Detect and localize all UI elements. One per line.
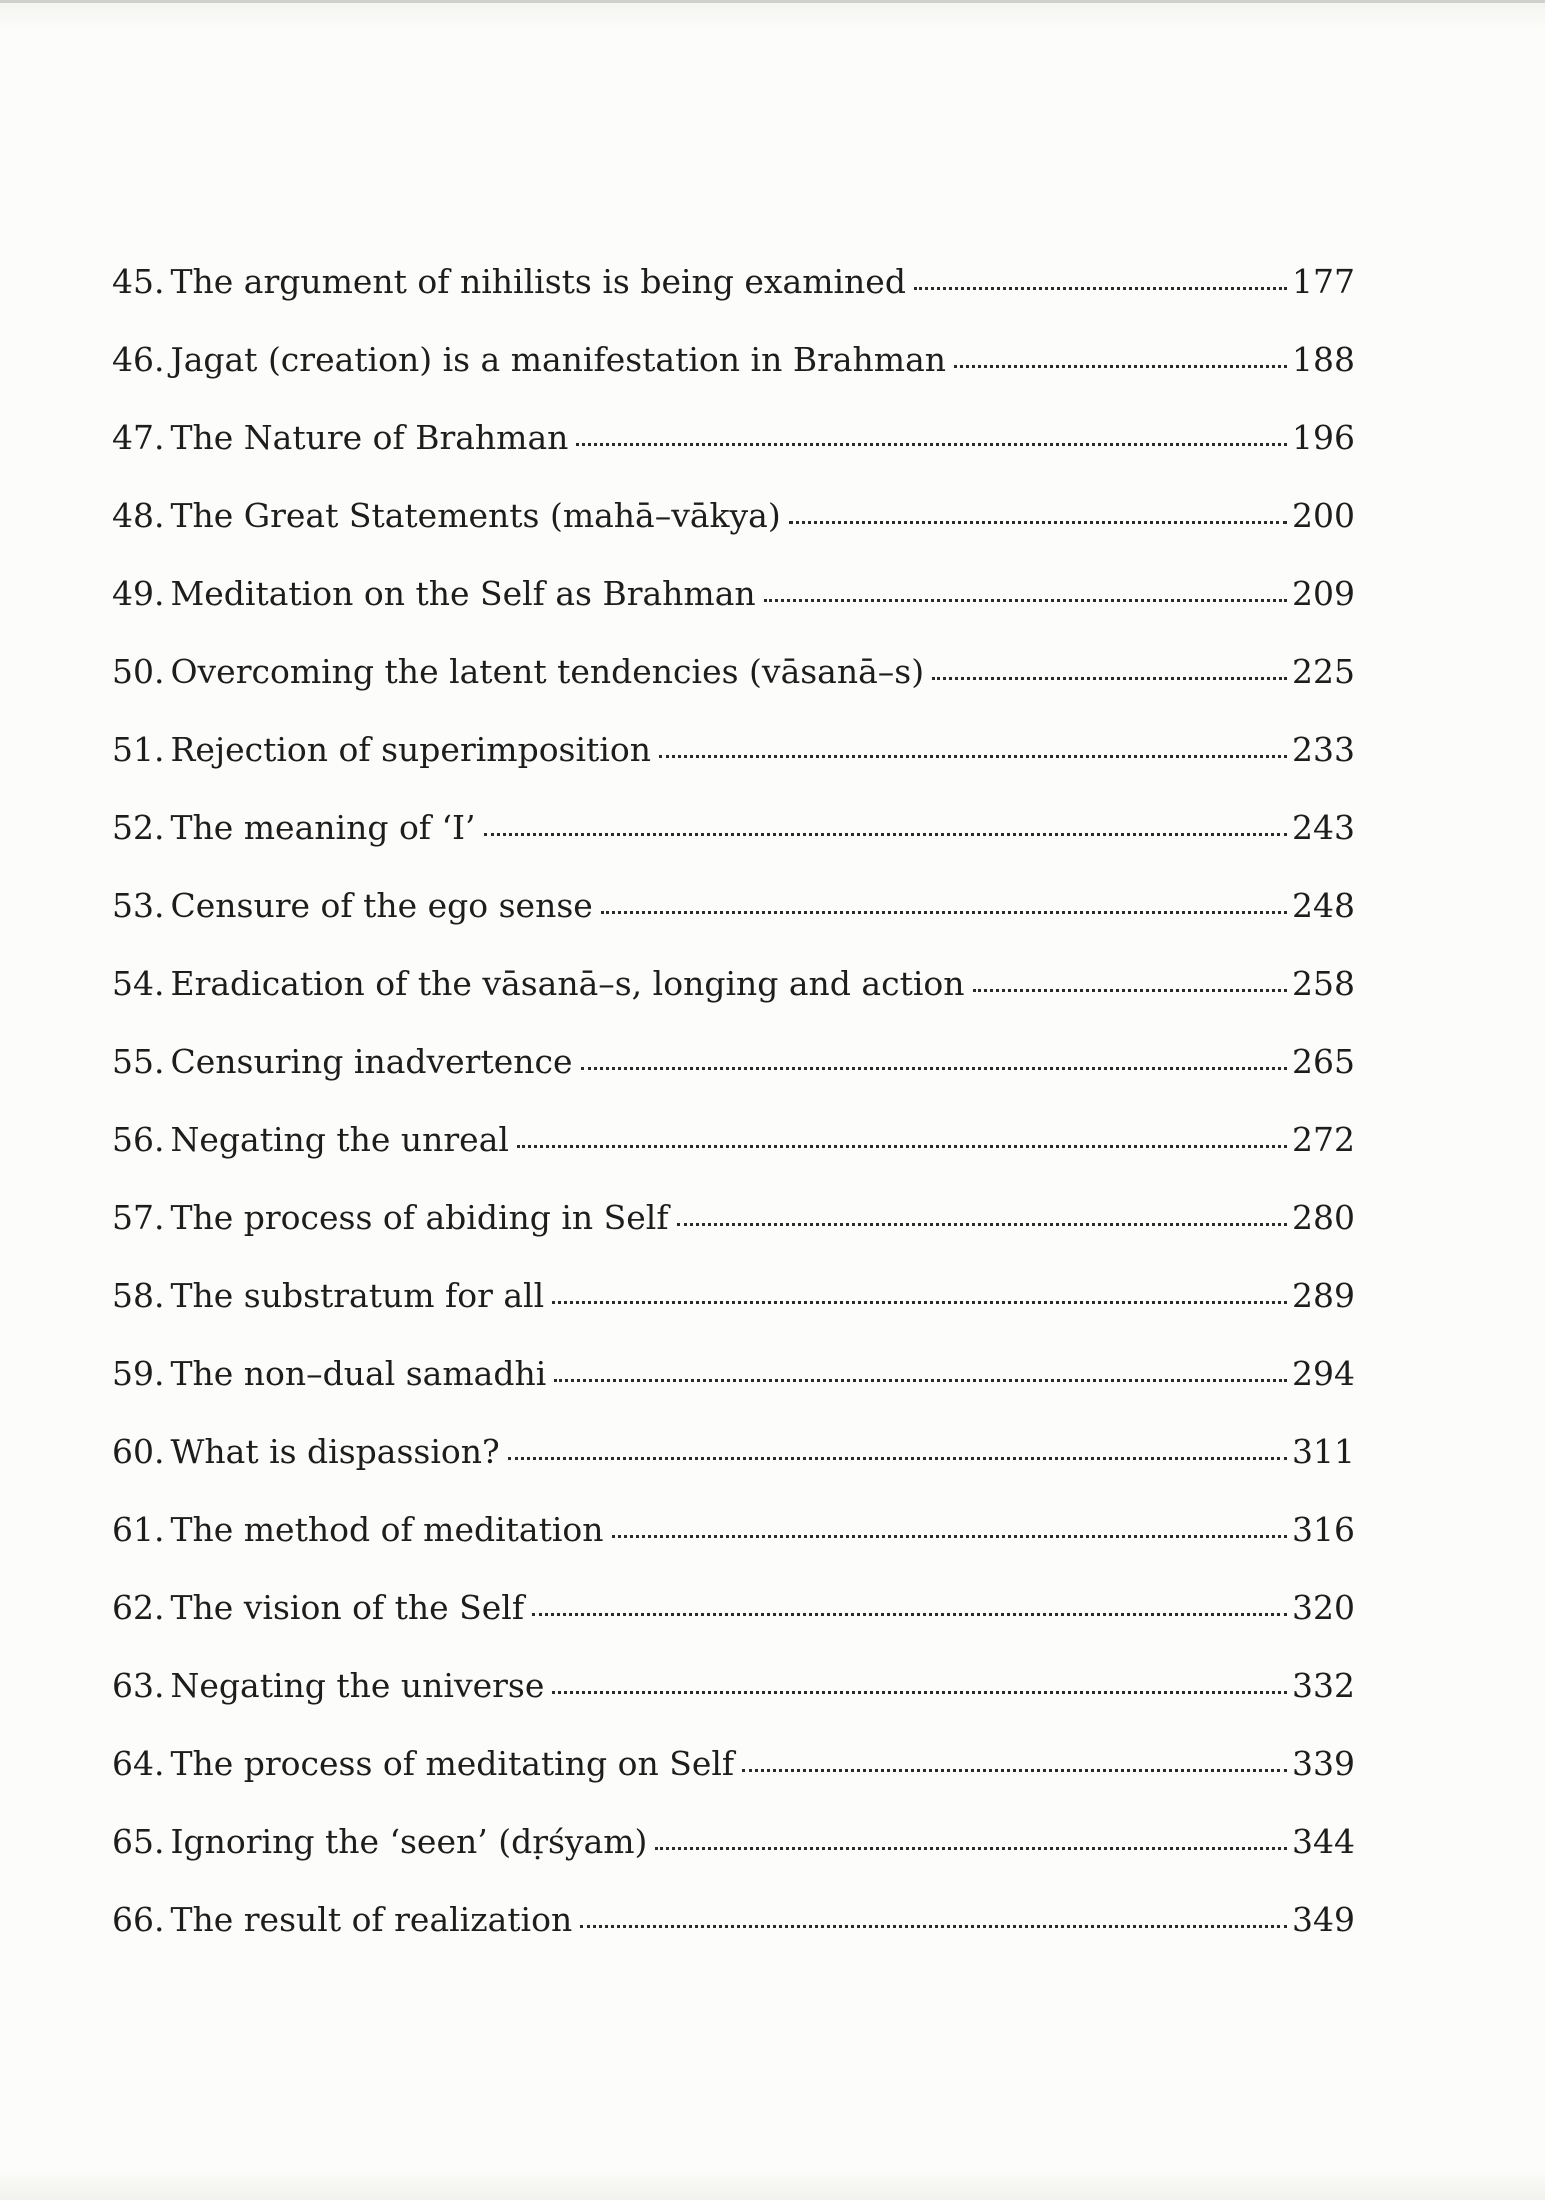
toc-entry-number: 52. (112, 808, 165, 847)
toc-entry-title: Overcoming the latent tendencies (vāsanā–s) (170, 652, 925, 691)
toc-entry-page: 248 (1292, 886, 1355, 925)
toc-entry-number: 62. (112, 1588, 165, 1627)
toc-entry-title: Censuring inadvertence (170, 1042, 573, 1081)
toc-entry-number: 53. (112, 886, 165, 925)
toc-entry-number: 65. (112, 1822, 165, 1861)
toc-entry-title: The Great Statements (mahā–vākya) (170, 496, 781, 535)
toc-entry-number: 46. (112, 340, 165, 379)
dot-leader (576, 442, 1287, 446)
toc-entry (112, 1120, 1355, 1198)
dot-leader (552, 1690, 1287, 1694)
dot-leader (581, 1066, 1287, 1070)
toc-entry-title: The argument of nihilists is being examined (170, 262, 906, 301)
dot-leader (973, 988, 1287, 992)
toc-entry (112, 1432, 1355, 1510)
toc-entry (112, 496, 1355, 574)
toc-entry-page: 339 (1292, 1744, 1355, 1783)
toc-entry-number: 64. (112, 1744, 165, 1783)
toc-entry-page: 177 (1292, 262, 1355, 301)
toc-entry (112, 1666, 1355, 1744)
table-of-contents (112, 262, 1355, 1978)
toc-entry (112, 1900, 1355, 1978)
toc-entry-page: 196 (1292, 418, 1355, 457)
toc-entry (112, 340, 1355, 418)
dot-leader (552, 1300, 1287, 1304)
toc-entry-number: 49. (112, 574, 165, 613)
toc-entry (112, 574, 1355, 652)
dot-leader (932, 676, 1287, 680)
toc-entry-page: 200 (1292, 496, 1355, 535)
toc-entry-number: 63. (112, 1666, 165, 1705)
dot-leader (954, 364, 1287, 368)
toc-entry-page: 233 (1292, 730, 1355, 769)
toc-entry-number: 47. (112, 418, 165, 457)
dot-leader (742, 1768, 1287, 1772)
toc-entry-title: Rejection of superimposition (170, 730, 651, 769)
toc-entry-page: 280 (1292, 1198, 1355, 1237)
toc-entry-title: The method of meditation (170, 1510, 604, 1549)
toc-entry (112, 1042, 1355, 1120)
toc-entry (112, 652, 1355, 730)
dot-leader (601, 910, 1287, 914)
toc-entry-title: Negating the universe (170, 1666, 545, 1705)
toc-entry-number: 51. (112, 730, 165, 769)
toc-entry-title: The substratum for all (170, 1276, 545, 1315)
toc-entry-title: Negating the unreal (170, 1120, 509, 1159)
toc-entry-page: 243 (1292, 808, 1355, 847)
toc-entry-page: 316 (1292, 1510, 1355, 1549)
toc-entry-title: The meaning of ‘I’ (170, 808, 476, 847)
toc-entry (112, 262, 1355, 340)
toc-entry (112, 1198, 1355, 1276)
toc-entry-number: 48. (112, 496, 165, 535)
toc-entry-number: 59. (112, 1354, 165, 1393)
toc-entry (112, 1276, 1355, 1354)
toc-entry-title: The non–dual samadhi (170, 1354, 547, 1393)
dot-leader (484, 832, 1287, 836)
dot-leader (508, 1456, 1287, 1460)
dot-leader (677, 1222, 1287, 1226)
toc-entry-title: The process of abiding in Self (170, 1198, 669, 1237)
toc-entry-page: 272 (1292, 1120, 1355, 1159)
dot-leader (764, 598, 1287, 602)
toc-entry (112, 964, 1355, 1042)
toc-entry-page: 188 (1292, 340, 1355, 379)
toc-entry-page: 289 (1292, 1276, 1355, 1315)
dot-leader (580, 1924, 1287, 1928)
toc-entry-page: 265 (1292, 1042, 1355, 1081)
toc-entry-title: Censure of the ego sense (170, 886, 593, 925)
toc-entry-page: 332 (1292, 1666, 1355, 1705)
toc-entry-number: 66. (112, 1900, 165, 1939)
dot-leader (655, 1846, 1287, 1850)
dot-leader (914, 286, 1287, 290)
toc-entry (112, 730, 1355, 808)
toc-entry (112, 1744, 1355, 1822)
toc-entry-title: Meditation on the Self as Brahman (170, 574, 756, 613)
toc-entry-number: 54. (112, 964, 165, 1003)
toc-entry-title: The vision of the Self (170, 1588, 525, 1627)
toc-entry (112, 886, 1355, 964)
toc-entry-title: The process of meditating on Self (170, 1744, 735, 1783)
dot-leader (789, 520, 1287, 524)
dot-leader (532, 1612, 1287, 1616)
toc-entry-number: 55. (112, 1042, 165, 1081)
toc-entry-page: 349 (1292, 1900, 1355, 1939)
toc-entry-page: 294 (1292, 1354, 1355, 1393)
toc-entry (112, 1354, 1355, 1432)
toc-entry-title: Eradication of the vāsanā–s, longing and action (170, 964, 965, 1003)
toc-entry-title: What is dispassion? (170, 1432, 500, 1471)
toc-entry-number: 58. (112, 1276, 165, 1315)
page-top-edge (0, 0, 1545, 3)
toc-entry-number: 45. (112, 262, 165, 301)
dot-leader (517, 1144, 1287, 1148)
toc-entry-page: 344 (1292, 1822, 1355, 1861)
toc-entry-title: Jagat (creation) is a manifestation in Brahman (170, 340, 947, 379)
toc-entry-number: 60. (112, 1432, 165, 1471)
toc-entry-number: 56. (112, 1120, 165, 1159)
toc-entry (112, 1510, 1355, 1588)
toc-entry-title: The result of realization (170, 1900, 573, 1939)
dot-leader (612, 1534, 1287, 1538)
toc-entry (112, 1822, 1355, 1900)
toc-entry-page: 225 (1292, 652, 1355, 691)
toc-entry-number: 61. (112, 1510, 165, 1549)
toc-entry-number: 57. (112, 1198, 165, 1237)
dot-leader (554, 1378, 1287, 1382)
toc-entry-title: Ignoring the ‘seen’ (dṛśyam) (170, 1822, 648, 1861)
toc-entry-page: 209 (1292, 574, 1355, 613)
toc-entry-page: 311 (1292, 1432, 1355, 1471)
toc-entry (112, 1588, 1355, 1666)
dot-leader (659, 754, 1287, 758)
toc-entry-page: 320 (1292, 1588, 1355, 1627)
toc-entry-number: 50. (112, 652, 165, 691)
toc-entry (112, 808, 1355, 886)
toc-entry (112, 418, 1355, 496)
toc-entry-page: 258 (1292, 964, 1355, 1003)
toc-entry-title: The Nature of Brahman (170, 418, 569, 457)
